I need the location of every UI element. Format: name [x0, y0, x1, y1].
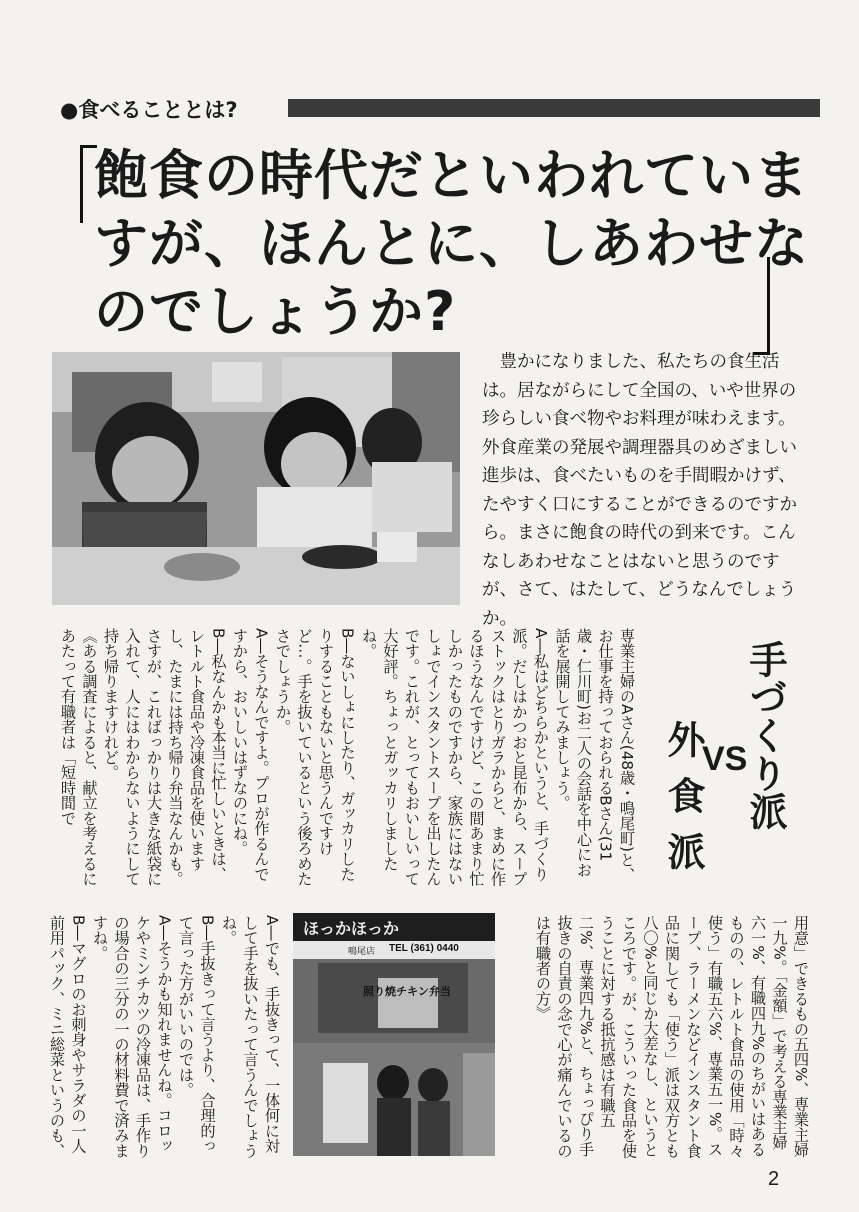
feature-title-handmade: 手づくり派 [743, 640, 787, 830]
shop-sign-name: ほっかほっか [303, 919, 400, 938]
headline [80, 144, 809, 355]
section-rule [288, 99, 820, 117]
feature-title-eating-out: 外食派 [661, 720, 705, 888]
article-lower-text: A―でも、手抜きって、一体何に対して手を抜いたって言うんでしょうね。 B―手抜きって言うより、合理的って言った方がいいのでは。 A―そうかも知れませんね。コロッケやミンチカツの冷凍品は、手作りの場合の三分の一の材料費で済みますね。 B―マグロのお刺身やサラダの一人前用パック、ミニ総菜というのも、 [48, 915, 281, 1159]
headline-line-3: のでしょうか? [94, 280, 457, 343]
headline-line-2: すが、ほんとに、しあわせな [94, 212, 809, 275]
bento-shop-photo [293, 913, 495, 1156]
shop-banner: 照り焼チキン弁当 [363, 985, 451, 998]
section-label: ●食べることとは? [60, 98, 238, 122]
feature-title-vs: VS [702, 740, 748, 778]
headline-line-1: 飽食の時代だといわれていま [94, 144, 809, 207]
intro-paragraph: 豊かになりました、私たちの食生活は。居ながらにして全国の、いや世界の珍らしい食べ物やお料理が味わえます。外食産業の発展や調理器具のめざましい進歩は、食べたいものを手間暇かけず、たやすく口にすることができるのですから。まさに飽食の時代の到来です。こんなしあわせなことはないと思うのですが、さて、はたして、どうなんでしょうか。 [482, 352, 797, 629]
page-number: 2 [768, 1168, 780, 1190]
headline-bracket-close [753, 257, 770, 355]
article-survey-text: 用意」できるもの五四%、専業主婦一九%。「金額」で考える専業主婦六一%、有職四九%のちがいはあるものの、レトルト食品の使用「時々使う」有職五六%、専業五一%。スープ、ラーメンなどインスタント食品に関しても「使う」派は双方とも八〇%と同じか大差なし、というところです。が、こういった食品を使うことに対する抵抗感は有職五二%、専業四九%と、ちょっぴり手抜きの自責の念で心が痛んでいるのは有職者の方》 [534, 915, 810, 1159]
article-upper [52, 628, 637, 890]
feature-title [648, 640, 788, 890]
children-eating-photo [52, 352, 460, 605]
shop-sign-branch: 鳴尾店 [348, 947, 376, 957]
article-survey [505, 915, 811, 1160]
article-upper-text: 専業主婦のAさん(48歳・鳴尾町)と、お仕事を持っておられるBさん(31歳・仁川町)お二人の会話を中心にお話を展開してみましょう。 A―私はどちらかというと、手づくり派。だしはかつおと昆布から、スープストックはとりガラからと、まめに作るほうなんですけど、この間あまり忙しかったものですから、家族にはないしょでインスタントスープを出したんです。これが、とってもおいしいって大好評。ちょっとガッカリしましたね。 B―ないしょにしたり、ガッカリしたりすることもないと思うんですけど…。手を抜いているという後ろめたさでしょうか。 A―そうなんですよ。プロが作るんですから、おいしいはずなのにね。 B―私なんかも本当に忙しいときは、レトルト食品や冷凍食品を使いますし、たまには持ち帰り弁当なんかも。さすが、こればっかりは大きな紙袋に入れて、人にはわからないようにして持ち帰りますけれど。 《ある調査によると、献立を考えるにあたって有職者は「短時間で [59, 628, 636, 887]
shop-sign-tel: TEL (361) 0440 [389, 943, 459, 954]
article-lower [48, 915, 282, 1160]
section-heading [60, 92, 820, 122]
